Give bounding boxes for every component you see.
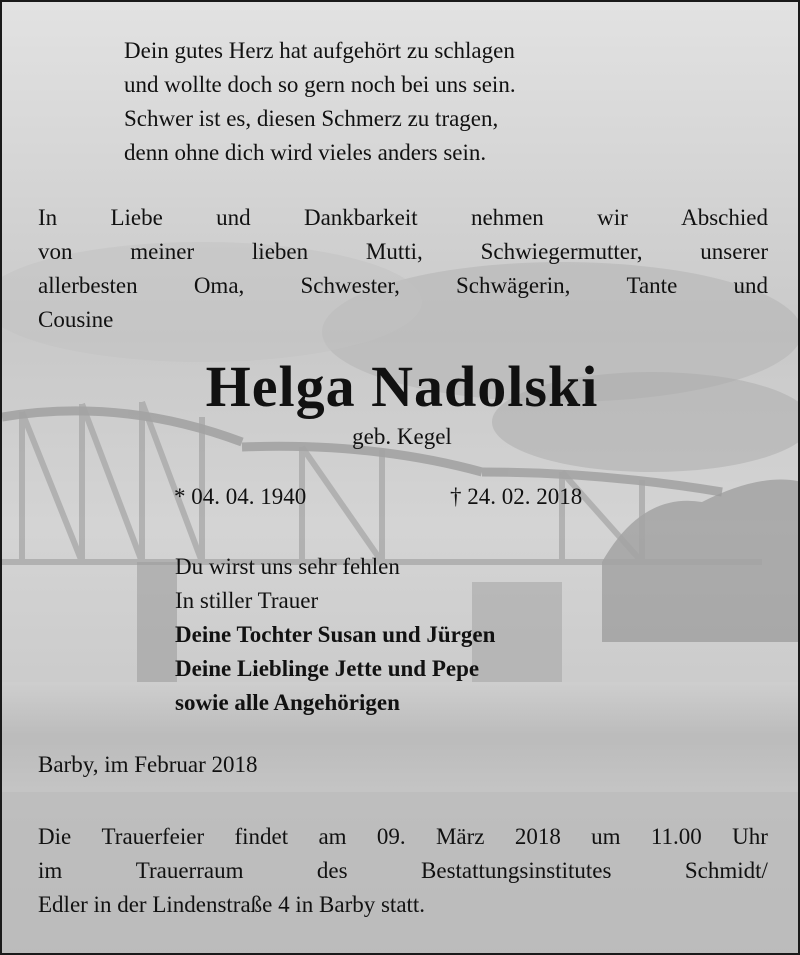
word: Schwiegermutter, <box>480 239 643 264</box>
word: allerbesten <box>38 273 138 298</box>
word: am <box>318 824 347 849</box>
funeral-service-info <box>38 820 768 922</box>
word: unserer <box>700 239 768 264</box>
word: und <box>733 273 768 298</box>
notice-text <box>2 2 800 955</box>
word: Schmidt/ <box>684 858 768 883</box>
word: von <box>38 239 73 264</box>
mourner-line: Deine Tochter Susan und Jürgen <box>175 622 496 647</box>
service-line: Edler in der Lindenstraße 4 in Barby statt. <box>38 892 426 917</box>
poem-line: Dein gutes Herz hat aufgehört zu schlagen <box>124 38 515 63</box>
word: Die <box>38 824 72 849</box>
word: Schwester, <box>300 273 400 298</box>
farewell-line: Cousine <box>38 307 114 332</box>
word: wir <box>597 205 628 230</box>
word: Dankbarkeit <box>303 205 418 230</box>
word: Uhr <box>732 824 768 849</box>
word: nehmen <box>470 205 544 230</box>
mourner-line: In stiller Trauer <box>175 588 319 613</box>
farewell-line <box>38 235 768 269</box>
word: findet <box>234 824 289 849</box>
word: 11.00 <box>650 824 702 849</box>
death-date: † 24. 02. 2018 <box>450 484 583 509</box>
mourner-line: Deine Lieblinge Jette und Pepe <box>175 656 480 681</box>
maiden-name <box>2 424 800 450</box>
mourner-line: Du wirst uns sehr fehlen <box>175 554 400 579</box>
word: 09. <box>376 824 406 849</box>
word: Oma, <box>193 273 245 298</box>
word: 2018 <box>514 824 561 849</box>
farewell-paragraph <box>38 201 768 337</box>
word: des <box>316 858 348 883</box>
maiden-name-text: geb. Kegel <box>352 424 452 449</box>
place-and-date: Barby, im Februar 2018 <box>38 752 258 777</box>
mourner-line: sowie alle Angehörigen <box>175 690 400 715</box>
word: und <box>216 205 251 230</box>
deceased-name: Helga Nadolski <box>205 354 599 419</box>
word: Schwägerin, <box>456 273 571 298</box>
word: Trauerfeier <box>101 824 205 849</box>
poem-line: denn ohne dich wird vieles anders sein. <box>124 140 487 165</box>
word: Tante <box>626 273 678 298</box>
word: In <box>38 205 58 230</box>
memorial-poem <box>124 34 516 170</box>
word: im <box>38 858 63 883</box>
service-line <box>38 820 768 854</box>
farewell-line <box>38 269 768 303</box>
word: Liebe <box>110 205 163 230</box>
word: März <box>435 824 485 849</box>
word: Mutti, <box>365 239 423 264</box>
word: um <box>591 824 621 849</box>
poem-line: Schwer ist es, diesen Schmerz zu tragen, <box>124 106 499 131</box>
word: Abschied <box>681 205 768 230</box>
word: Trauerraum <box>135 858 244 883</box>
service-line <box>38 854 768 888</box>
word: meiner <box>130 239 195 264</box>
farewell-line <box>38 201 768 235</box>
poem-line: und wollte doch so gern noch bei uns sein. <box>124 72 516 97</box>
word: Bestattungsinstitutes <box>421 858 612 883</box>
mourners-block <box>175 550 495 720</box>
birth-date: * 04. 04. 1940 <box>174 484 307 509</box>
word: lieben <box>251 239 309 264</box>
